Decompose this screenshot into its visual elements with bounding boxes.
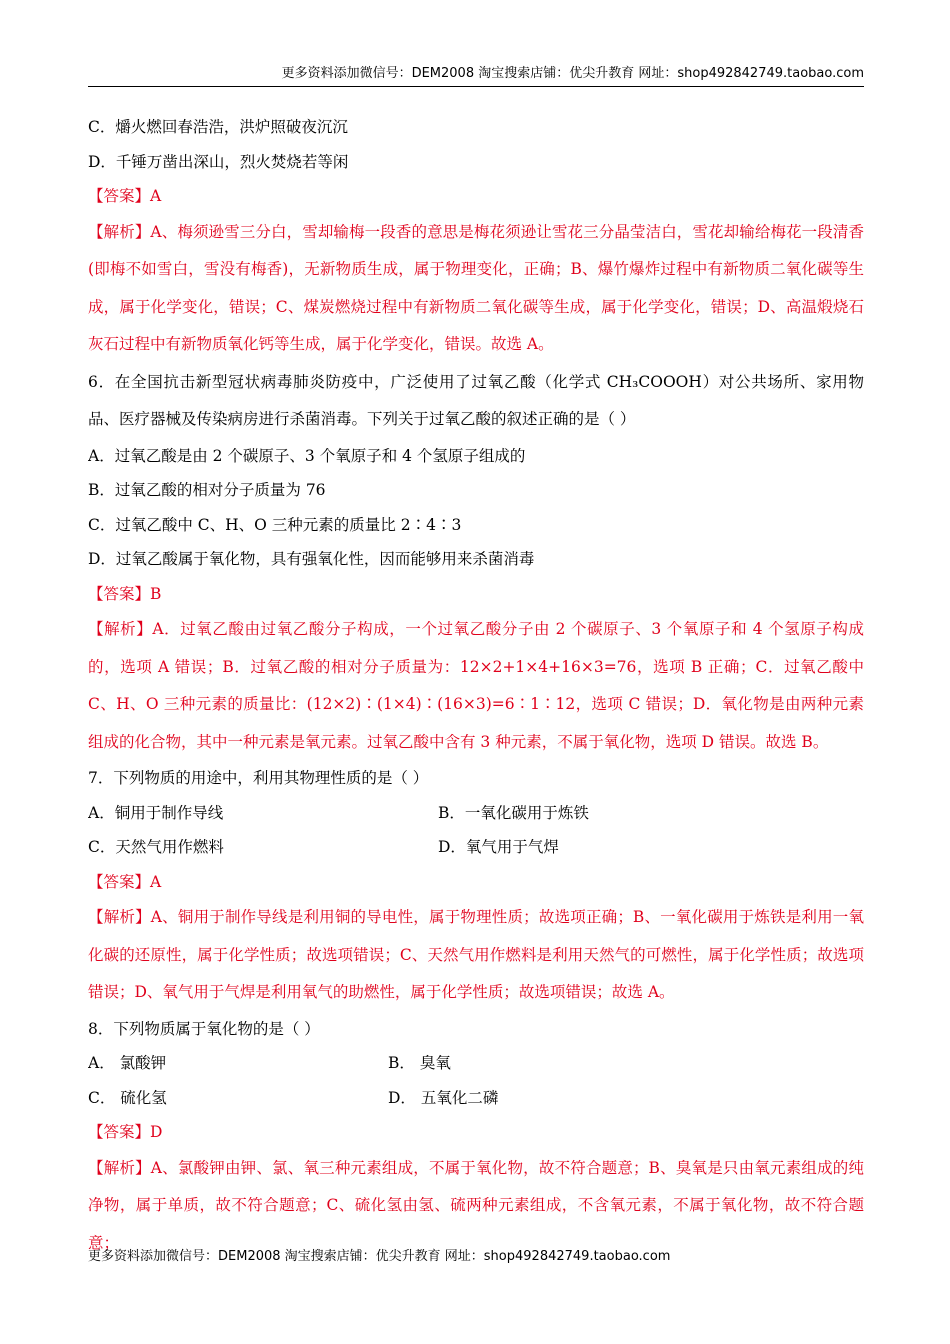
q8-option-a: A． 氯酸钾 xyxy=(88,1054,167,1072)
q7-option-c: C．天然气用作燃料 xyxy=(88,838,224,856)
q6-option-c: C．过氧乙酸中 C、H、O 三种元素的质量比 2∶4∶3 xyxy=(88,515,462,534)
q5-option-d: D．千锤万凿出深山，烈火焚烧若等闲 xyxy=(88,152,349,171)
q6-option-a: A．过氧乙酸是由 2 个碳原子、3 个氧原子和 4 个氢原子组成的 xyxy=(88,446,526,465)
q6-analysis: 【解析】A．过氧乙酸由过氧乙酸分子构成，一个过氧乙酸分子由 2 个碳原子、3 个氧原子和 4 个氢原子构成的，选项 A 错误；B．过氧乙酸的相对分子质量为：12×2+1×4+16×3=76，选项 B 正确；C．过氧乙酸中 C、H、O 三种元素的质量比：(12×2)∶(1×4)∶(16×3)=6∶1∶12，选项 C 错误；D．氧化物是由两种元素组成的化合物，其中一种元素是氧元素。过氧乙酸中含有 3 种元素，不属于氧化物，选项 D 错误。故选 B。 xyxy=(88,620,864,751)
q5-analysis: 【解析】A、梅须逊雪三分白，雪却输梅一段香的意思是梅花须逊让雪花三分晶莹洁白，雪花却输给梅花一段清香(即梅不如雪白，雪没有梅香)，无新物质生成，属于物理变化，正确；B、爆竹爆炸过程中有新物质二氧化碳等生成，属于化学变化，错误；C、煤炭燃烧过程中有新物质二氧化碳等生成，属于化学变化，错误；D、高温煅烧石灰石过程中有新物质氧化钙等生成，属于化学变化，错误。故选 A。 xyxy=(88,222,864,353)
q6-option-d: D．过氧乙酸属于氧化物，具有强氧化性，因而能够用来杀菌消毒 xyxy=(88,550,535,568)
q6-answer: 【答案】B xyxy=(88,584,162,603)
q7-options-row-1 xyxy=(88,796,864,831)
q6-stem: 6．在全国抗击新型冠状病毒肺炎防疫中，广泛使用了过氧乙酸（化学式 CH₃COOOH）对公共场所、家用物品、医疗器械及传染病房进行杀菌消毒。下列关于过氧乙酸的叙述正确的是（ ） xyxy=(88,372,864,428)
q8-options-row-2 xyxy=(88,1081,864,1116)
q8-answer: 【答案】D xyxy=(88,1123,163,1141)
q8-stem: 8．下列物质属于氧化物的是（ ） xyxy=(88,1019,320,1038)
q8-options-row-1 xyxy=(88,1046,864,1081)
q7-options-row-2 xyxy=(88,830,864,865)
q5-answer: 【答案】A xyxy=(88,187,162,205)
q5-option-c: C．爝火燃回春浩浩，洪炉照破夜沉沉 xyxy=(88,118,348,136)
q7-option-a: A．铜用于制作导线 xyxy=(88,803,224,822)
page-header: 更多资料添加微信号：DEM2008 淘宝搜索店铺：优尖升教育 网址：shop492842749.taobao.com xyxy=(88,62,864,87)
q7-analysis: 【解析】A、铜用于制作导线是利用铜的导电性，属于物理性质；故选项正确；B、一氧化碳用于炼铁是利用一氧化碳的还原性，属于化学性质；故选项错误；C、天然气用作燃料是利用天然气的可燃性，属于化学性质；故选项错误；D、氧气用于气焊是利用氧气的助燃性，属于化学性质；故选项错误；故选 A。 xyxy=(88,908,864,1001)
q8-option-b: B． 臭氧 xyxy=(388,1054,451,1072)
q8-option-c: C． 硫化氢 xyxy=(88,1088,167,1107)
q8-analysis: 【解析】A、氯酸钾由钾、氯、氧三种元素组成，不属于氧化物，故不符合题意；B、臭氧是只由氧元素组成的纯净物，属于单质，故不符合题意；C、硫化氢由氢、硫两种元素组成，不含氧元素，不属于氧化物，故不符合题意； xyxy=(88,1158,864,1252)
page-footer: 更多资料添加微信号：DEM2008 淘宝搜索店铺：优尖升教育 网址：shop492842749.taobao.com xyxy=(88,1249,671,1264)
q8-option-d: D． 五氧化二磷 xyxy=(388,1088,499,1107)
q7-answer: 【答案】A xyxy=(88,872,162,891)
q7-option-b: B．一氧化碳用于炼铁 xyxy=(438,803,589,822)
q7-stem: 7．下列物质的用途中，利用其物理性质的是（ ） xyxy=(88,769,429,787)
q7-option-d: D．氧气用于气焊 xyxy=(438,838,559,856)
page-content xyxy=(88,110,864,1262)
q6-option-b: B．过氧乙酸的相对分子质量为 76 xyxy=(88,481,326,499)
